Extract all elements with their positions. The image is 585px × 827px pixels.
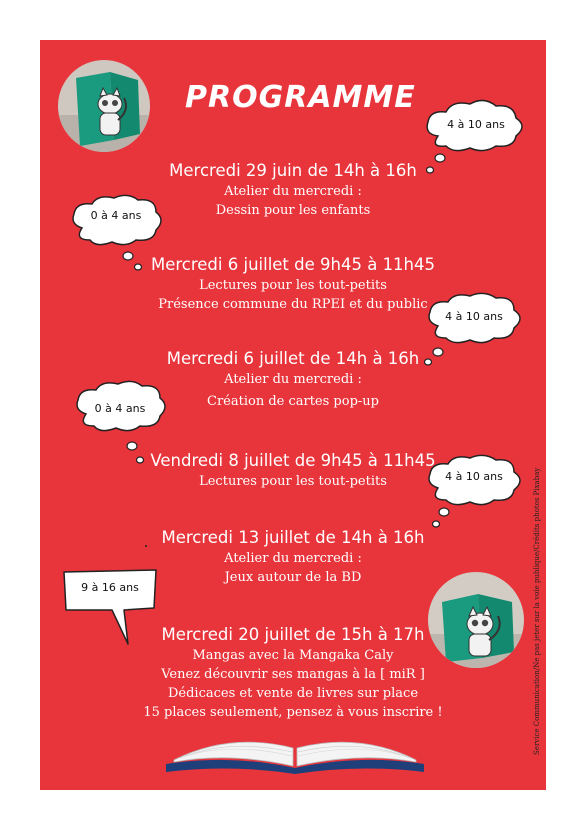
event-6-line-4: 15 places seulement, pensez à vous inscrire ! bbox=[143, 705, 443, 720]
event-3-line-2: Création de cartes pop-up bbox=[207, 394, 379, 409]
event-4 bbox=[40, 450, 546, 491]
open-book-icon bbox=[160, 724, 430, 774]
event-4-date: Vendredi 8 juillet de 9h45 à 11h45 bbox=[150, 451, 436, 470]
age-bubble-1-text: 4 à 10 ans bbox=[447, 118, 505, 131]
credit-note: Service Communication/Ne pas jeter sur la voie publique/Crédits photos Pixabay bbox=[533, 467, 541, 755]
event-3 bbox=[40, 348, 546, 411]
event-3-date: Mercredi 6 juillet de 14h à 16h bbox=[166, 349, 420, 368]
age-bubble-5-text: 4 à 10 ans bbox=[445, 470, 503, 483]
event-4-line-1: Lectures pour les tout-petits bbox=[199, 474, 387, 489]
event-5-date: Mercredi 13 juillet de 14h à 16h bbox=[161, 528, 425, 547]
event-1 bbox=[40, 160, 546, 220]
event-5-line-2: Jeux autour de la BD bbox=[224, 570, 362, 585]
event-6-date: Mercredi 20 juillet de 15h à 17h bbox=[161, 625, 425, 644]
age-bubble-2-text: 0 à 4 ans bbox=[90, 209, 142, 222]
event-6-line-3: Dédicaces et vente de livres sur place bbox=[167, 686, 419, 701]
event-2-line-2: Présence commune du RPEI et du public bbox=[158, 297, 428, 312]
event-5 bbox=[40, 527, 546, 587]
event-5-line-1: Atelier du mercredi : bbox=[224, 551, 362, 566]
event-6-line-2: Venez découvrir ses mangas à la [ miR ] bbox=[161, 667, 425, 682]
age-bubble-6-text: 9 à 16 ans bbox=[81, 581, 139, 594]
event-2 bbox=[40, 254, 546, 314]
event-6 bbox=[40, 624, 546, 722]
page-title: PROGRAMME bbox=[185, 80, 416, 115]
event-6-line-1: Mangas avec la Mangaka Caly bbox=[192, 648, 394, 663]
event-3-line-1: Atelier du mercredi : bbox=[224, 372, 362, 387]
event-1-date: Mercredi 29 juin de 14h à 16h bbox=[169, 161, 417, 180]
age-bubble-3-text: 4 à 10 ans bbox=[445, 310, 503, 323]
event-1-line-2: Dessin pour les enfants bbox=[215, 203, 371, 218]
cat-popup-photo-top bbox=[58, 60, 150, 152]
event-2-line-1: Lectures pour les tout-petits bbox=[199, 278, 387, 293]
event-1-line-1: Atelier du mercredi : bbox=[224, 184, 362, 199]
event-2-date: Mercredi 6 juillet de 9h45 à 11h45 bbox=[150, 255, 436, 274]
stray-dot bbox=[145, 545, 147, 547]
age-bubble-4-text: 0 à 4 ans bbox=[94, 402, 146, 415]
